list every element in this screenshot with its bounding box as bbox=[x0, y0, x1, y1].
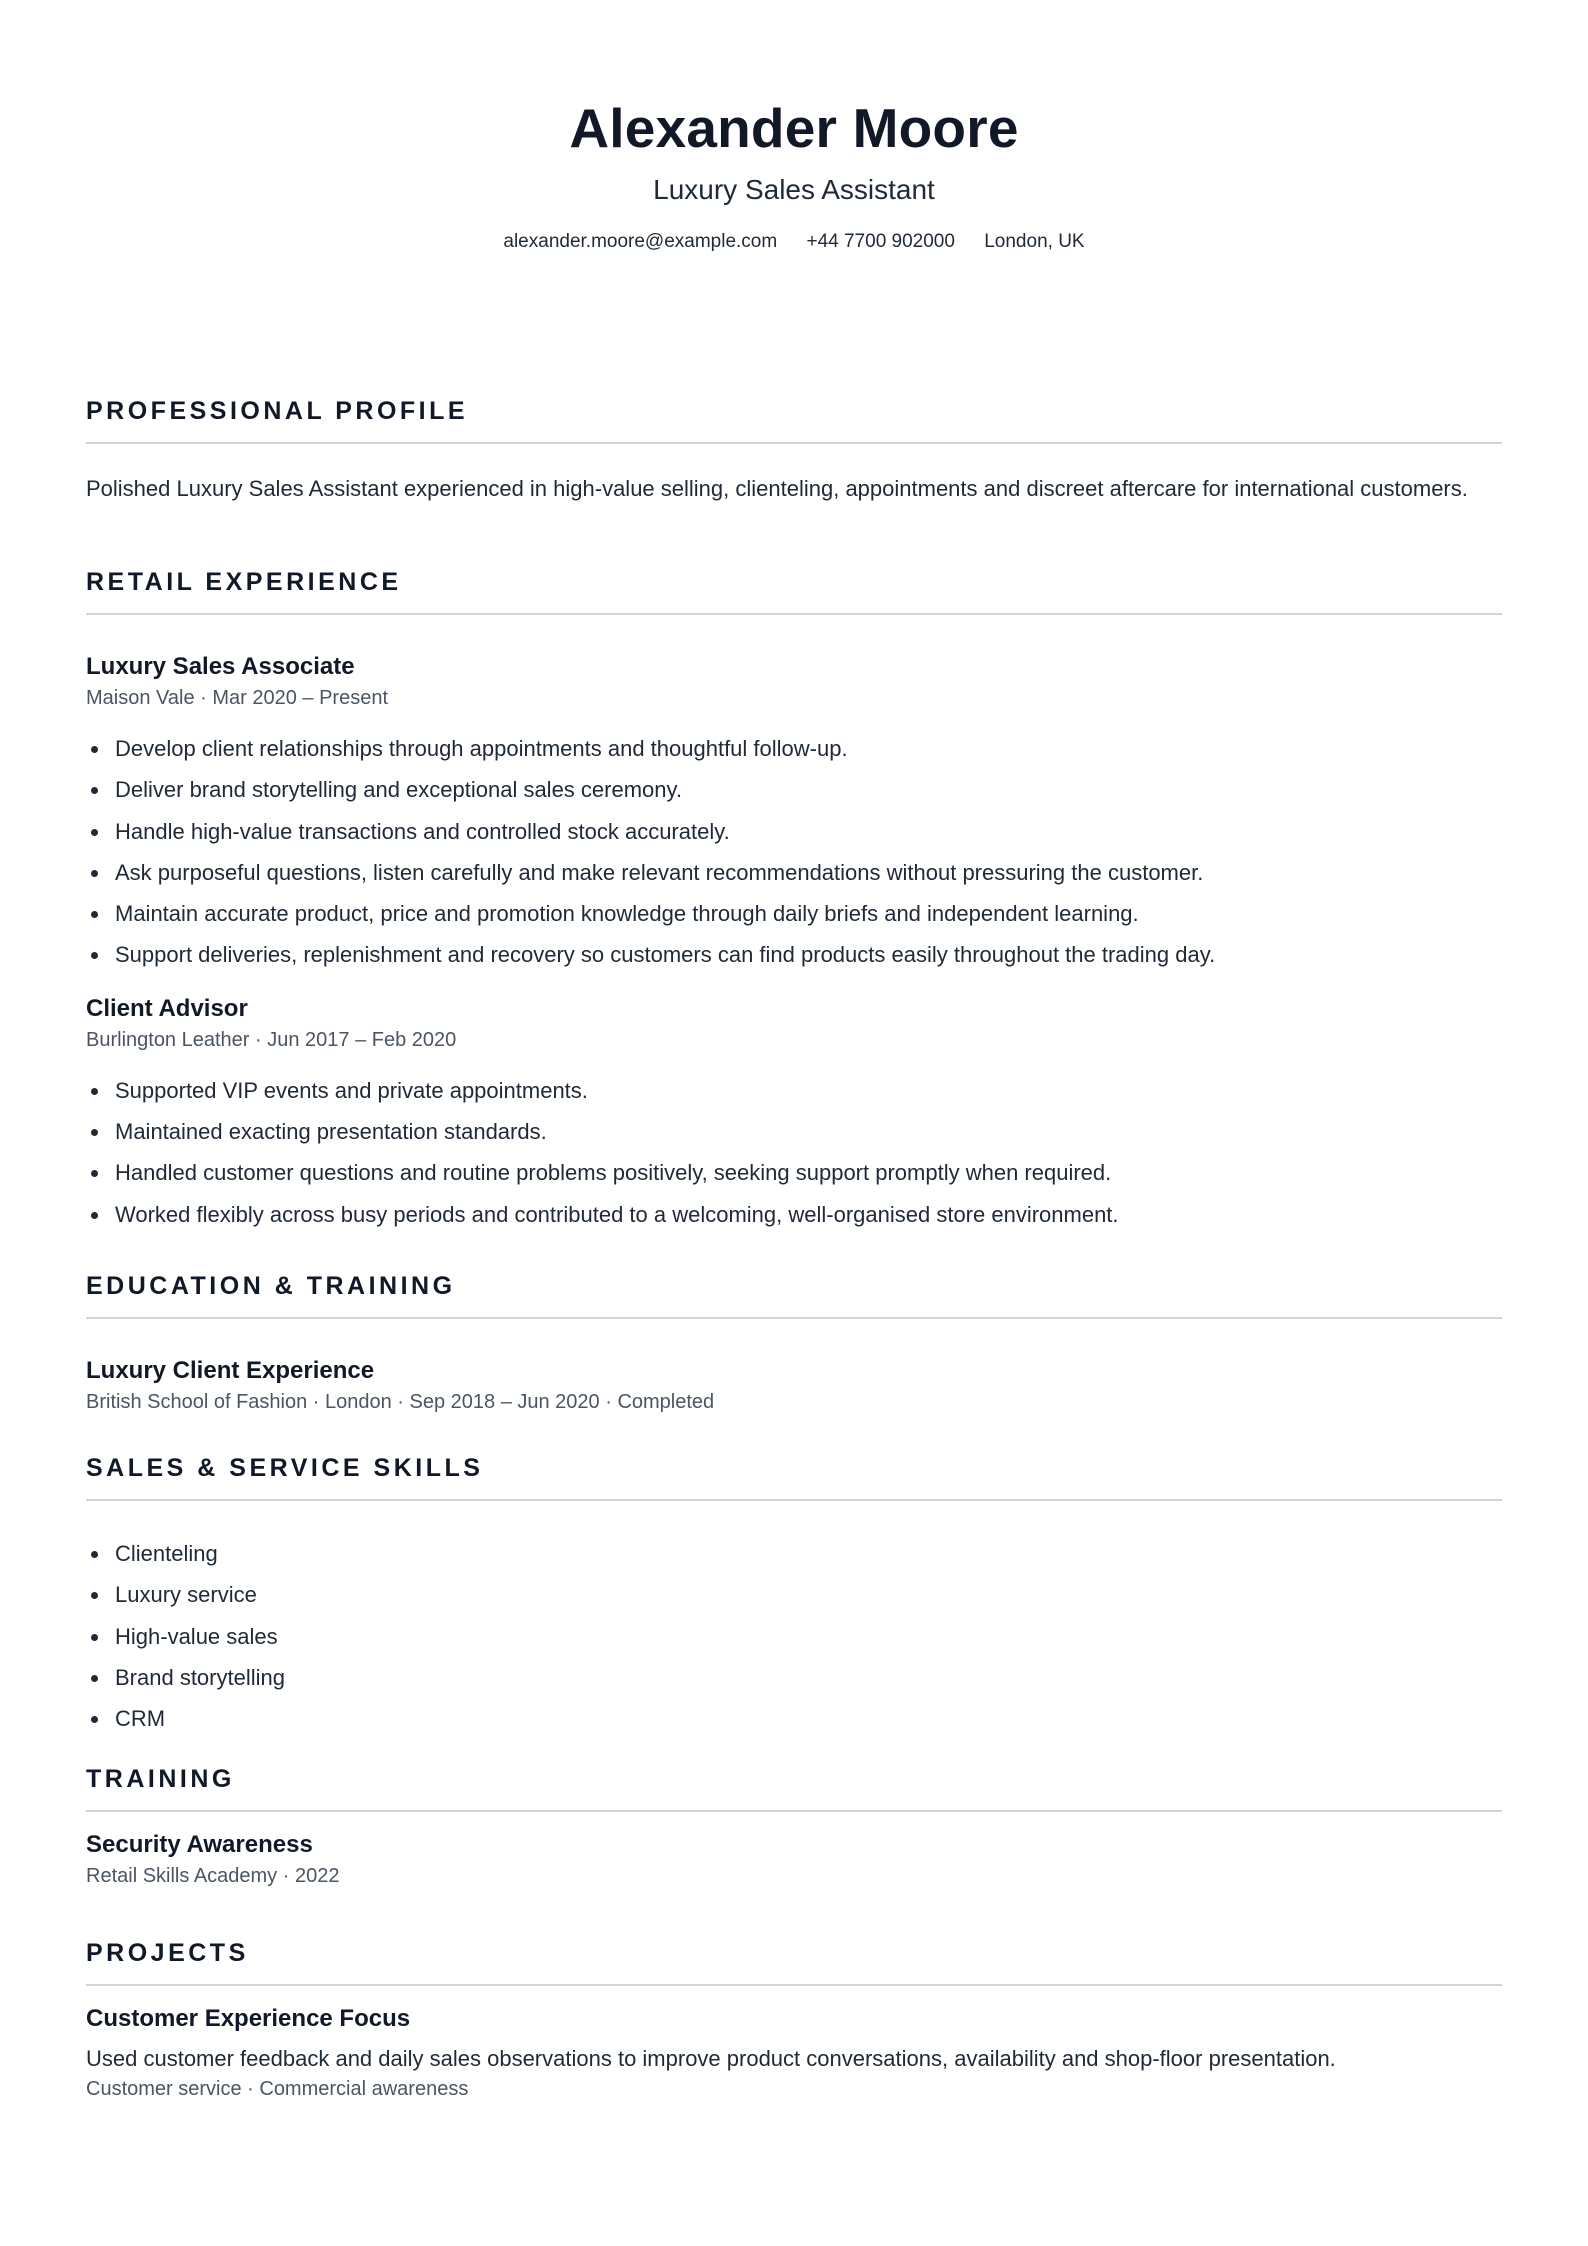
job-entry bbox=[86, 652, 1502, 976]
education-section bbox=[86, 1270, 1502, 1416]
job-title: Client Advisor bbox=[86, 994, 248, 1022]
job-entry bbox=[86, 994, 1502, 1235]
list-item: Develop client relationships through appointments and thoughtful follow-up. bbox=[86, 728, 1502, 769]
contact-line bbox=[86, 230, 1502, 254]
section-divider bbox=[86, 1984, 1502, 1986]
section-title: RETAIL EXPERIENCE bbox=[86, 568, 402, 596]
list-item: Support deliveries, replenishment and recovery so customers can find products easily throughout the trading day. bbox=[86, 934, 1502, 975]
skill-item: Clienteling bbox=[86, 1533, 1502, 1574]
job-meta: Burlington Leather · Jun 2017 – Feb 2020 bbox=[86, 1028, 457, 1051]
list-item: Ask purposeful questions, listen carefully and make relevant recommendations without pressuring the customer. bbox=[86, 852, 1502, 893]
project-description: Used customer feedback and daily sales observations to improve product conversations, availability and shop-floor presentation. bbox=[86, 2046, 1336, 2071]
experience-section bbox=[86, 566, 1502, 1235]
education-entry bbox=[86, 1356, 1502, 1416]
training-meta: Retail Skills Academy · 2022 bbox=[86, 1865, 340, 1887]
section-divider bbox=[86, 1317, 1502, 1319]
training-section bbox=[86, 1763, 1502, 1890]
section-title: TRAINING bbox=[86, 1765, 235, 1793]
project-title: Customer Experience Focus bbox=[86, 2005, 411, 2032]
project-entry bbox=[86, 2004, 1502, 2103]
contact-location: London, UK bbox=[984, 231, 1085, 252]
profile-text: Polished Luxury Sales Assistant experienced in high-value selling, clienteling, appointments and discreet aftercare for international customers. bbox=[86, 476, 1468, 501]
section-divider bbox=[86, 1810, 1502, 1812]
skill-item: Luxury service bbox=[86, 1574, 1502, 1615]
course-meta: British School of Fashion · London · Sep 2018 – Jun 2020 · Completed bbox=[86, 1391, 715, 1413]
section-title: SALES & SERVICE SKILLS bbox=[86, 1454, 484, 1482]
list-item: Supported VIP events and private appointments. bbox=[86, 1070, 1502, 1111]
section-title: EDUCATION & TRAINING bbox=[86, 1272, 456, 1300]
section-divider bbox=[86, 1499, 1502, 1501]
profile-section bbox=[86, 395, 1502, 505]
course-title: Luxury Client Experience bbox=[86, 1357, 375, 1384]
list-item: Maintained exacting presentation standards. bbox=[86, 1111, 1502, 1152]
job-bullets bbox=[86, 1070, 1502, 1235]
job-title: Luxury Sales Associate bbox=[86, 653, 355, 680]
skill-item: High-value sales bbox=[86, 1616, 1502, 1657]
list-item: Maintain accurate product, price and promotion knowledge through daily briefs and independent learning. bbox=[86, 893, 1502, 934]
training-title: Security Awareness bbox=[86, 1831, 313, 1858]
contact-email[interactable]: alexander.moore@example.com bbox=[503, 231, 778, 252]
list-item: Deliver brand storytelling and exceptional sales ceremony. bbox=[86, 769, 1502, 810]
section-divider bbox=[86, 613, 1502, 615]
skills-list bbox=[86, 1533, 1502, 1739]
list-item: Worked flexibly across busy periods and contributed to a welcoming, well-organised store environment. bbox=[86, 1194, 1502, 1235]
section-title: PROFESSIONAL PROFILE bbox=[86, 397, 469, 425]
skill-item: CRM bbox=[86, 1698, 1502, 1739]
project-tags: Customer service · Commercial awareness bbox=[86, 2078, 469, 2100]
job-meta: Maison Vale · Mar 2020 – Present bbox=[86, 687, 389, 709]
list-item: Handled customer questions and routine problems positively, seeking support promptly when required. bbox=[86, 1152, 1502, 1193]
candidate-name: Alexander Moore bbox=[569, 97, 1019, 159]
training-entry bbox=[86, 1830, 1502, 1890]
contact-phone[interactable]: +44 7700 902000 bbox=[806, 231, 955, 252]
resume-header bbox=[86, 0, 1502, 254]
skill-item: Brand storytelling bbox=[86, 1657, 1502, 1698]
section-title: PROJECTS bbox=[86, 1939, 249, 1967]
list-item: Handle high-value transactions and controlled stock accurately. bbox=[86, 811, 1502, 852]
skills-section bbox=[86, 1452, 1502, 1739]
section-divider bbox=[86, 442, 1502, 444]
candidate-headline: Luxury Sales Assistant bbox=[653, 174, 935, 205]
job-bullets bbox=[86, 728, 1502, 976]
projects-section bbox=[86, 1937, 1502, 2103]
